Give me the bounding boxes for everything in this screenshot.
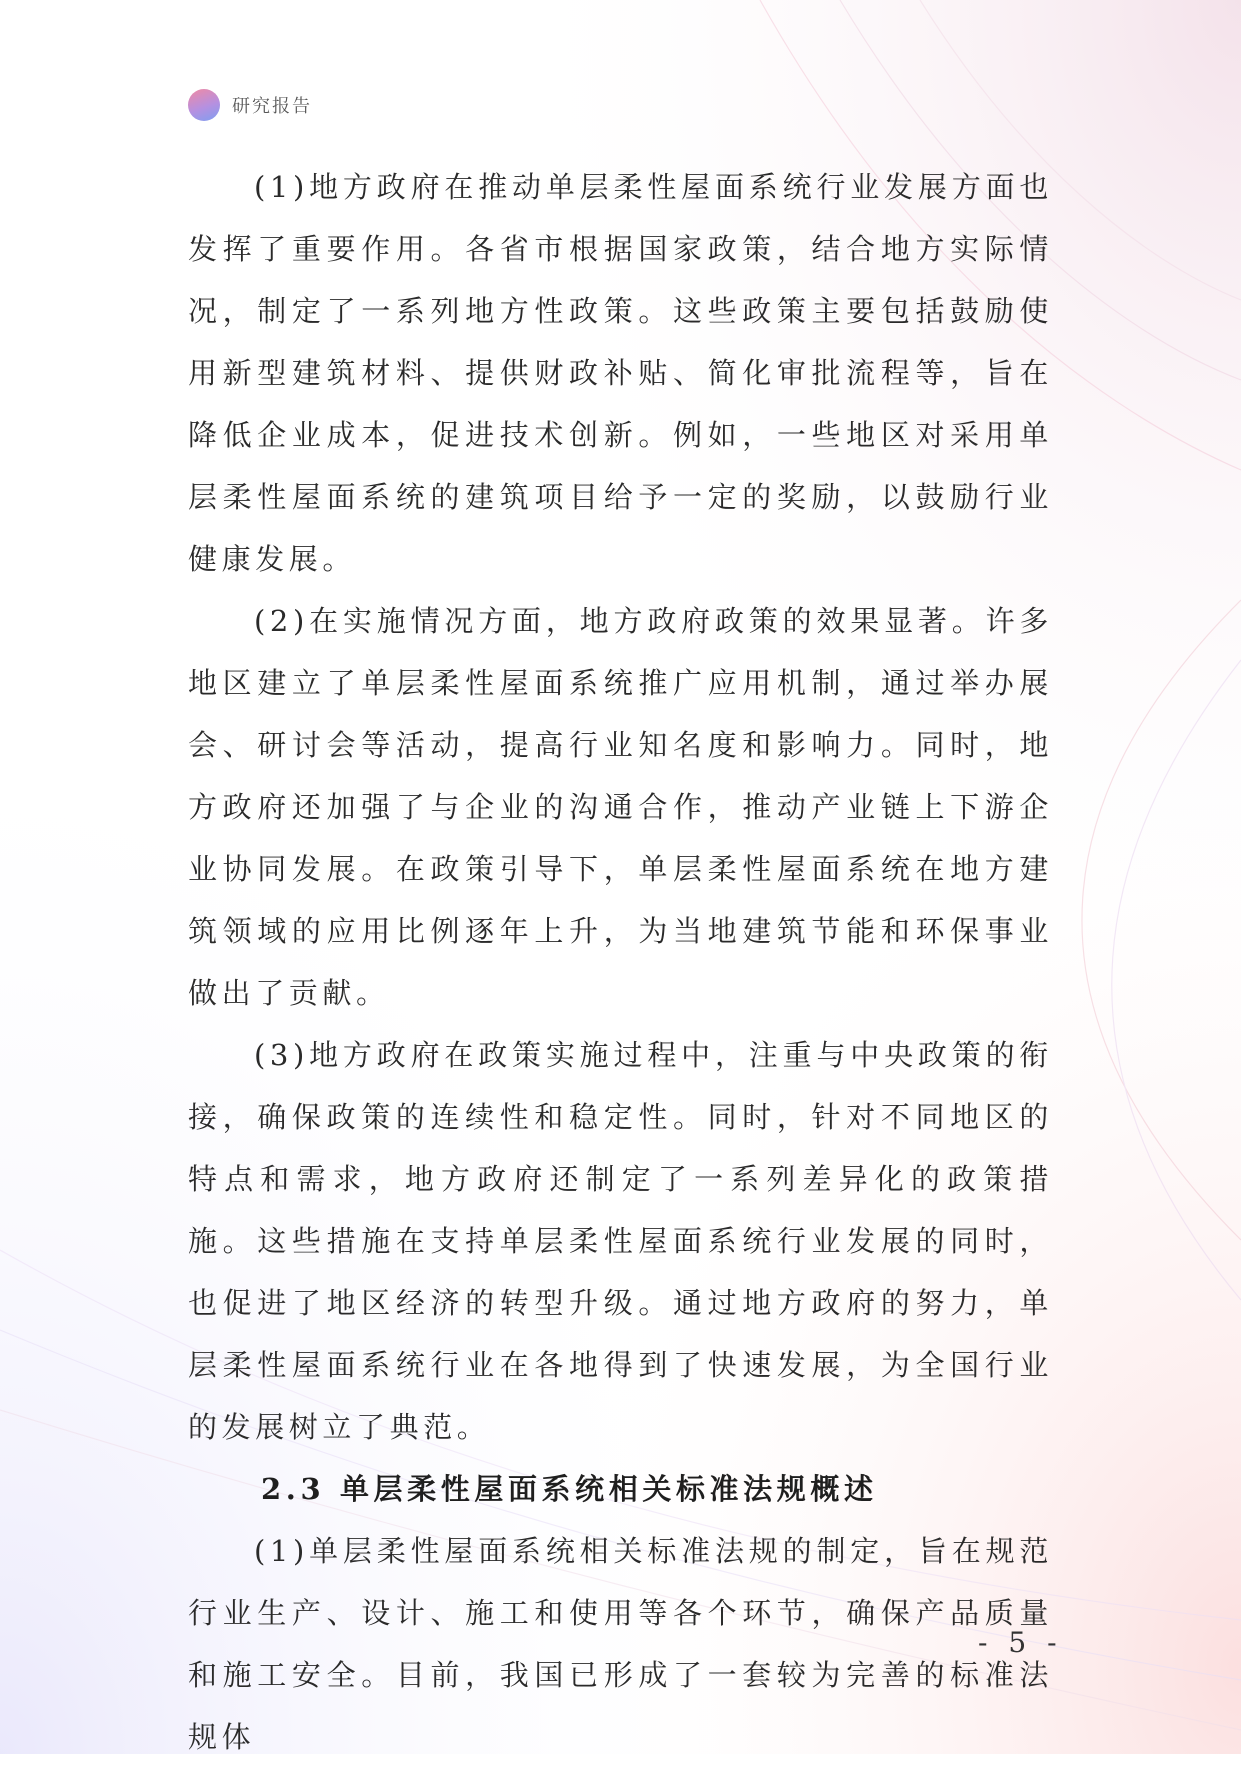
- paragraph-3: (3)地方政府在政策实施过程中，注重与中央政策的衔接，确保政策的连续性和稳定性。同时，针对不同地区的特点和需求，地方政府还制定了一系列差异化的政策措施。这些措施在支持单层柔性屋面系统行业发展的同时，也促进了地区经济的转型升级。通过地方政府的努力，单层柔性屋面系统行业在各地得到了快速发展，为全国行业的发展树立了典范。: [188, 1038, 1053, 1444]
- header-title: 研究报告: [232, 96, 312, 117]
- page-number: - 5 -: [978, 1626, 1063, 1659]
- section-heading: 2.3 单层柔性屋面系统相关标准法规概述: [261, 1472, 878, 1506]
- section-paragraph-1: (1)单层柔性屋面系统相关标准法规的制定，旨在规范行业生产、设计、施工和使用等各个环节，确保产品质量和施工安全。目前，我国已形成了一套较为完善的标准法规体: [188, 1534, 1053, 1754]
- logo-circle-icon: [188, 89, 220, 121]
- paragraph-2: (2)在实施情况方面，地方政府政策的效果显著。许多地区建立了单层柔性屋面系统推广应用机制，通过举办展会、研讨会等活动，提高行业知名度和影响力。同时，地方政府还加强了与企业的沟通合作，推动产业链上下游企业协同发展。在政策引导下，单层柔性屋面系统在地方建筑领域的应用比例逐年上升，为当地建筑节能和环保事业做出了贡献。: [188, 604, 1053, 1010]
- report-header: [188, 88, 312, 122]
- document-body: [188, 156, 1053, 1768]
- paragraph-1: (1)地方政府在推动单层柔性屋面系统行业发展方面也发挥了重要作用。各省市根据国家政策，结合地方实际情况，制定了一系列地方性政策。这些政策主要包括鼓励使用新型建筑材料、提供财政补贴、简化审批流程等，旨在降低企业成本，促进技术创新。例如，一些地区对采用单层柔性屋面系统的建筑项目给予一定的奖励，以鼓励行业健康发展。: [188, 170, 1053, 576]
